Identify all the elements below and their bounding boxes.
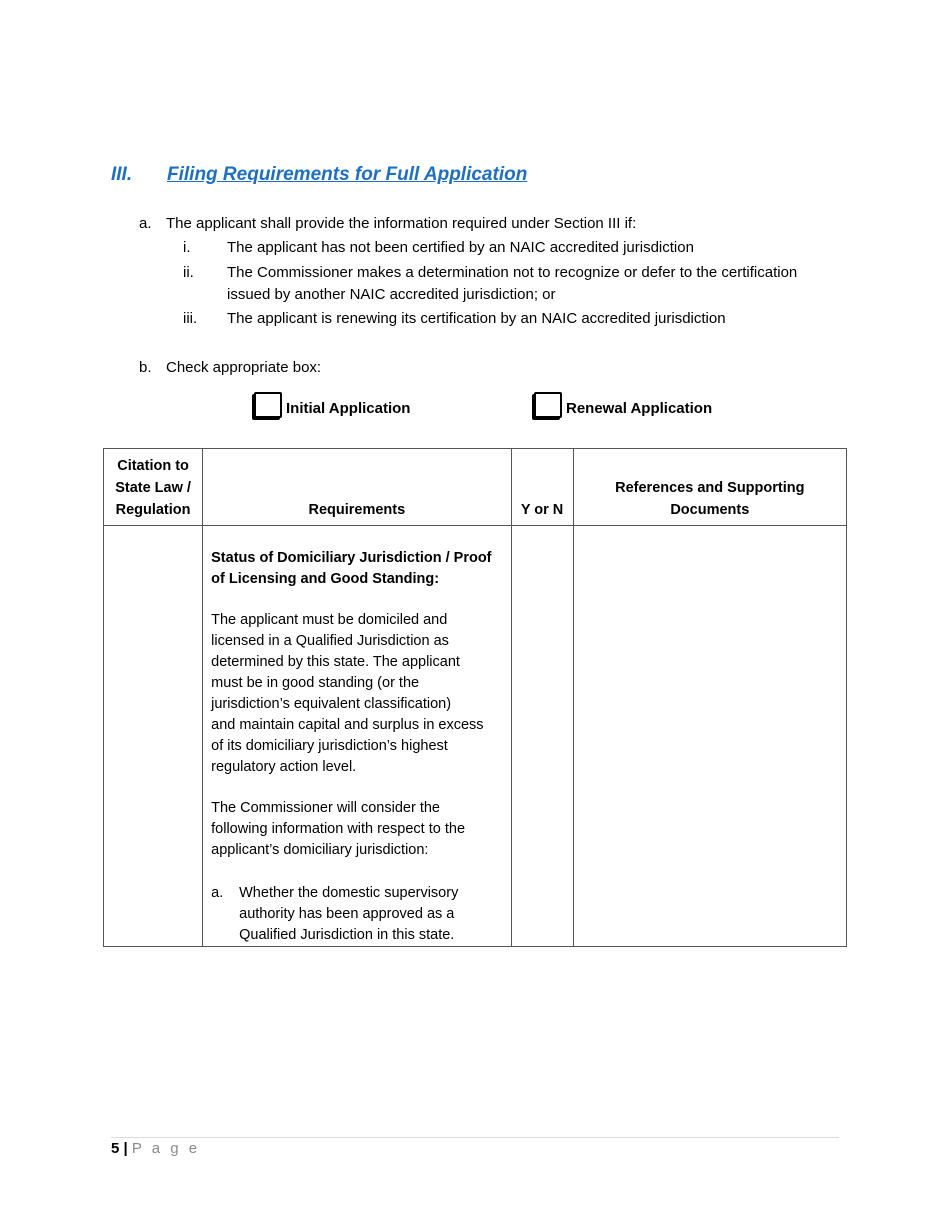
section-title: Filing Requirements for Full Application bbox=[167, 164, 528, 185]
requirement-heading-line1: Status of Domiciliary Jurisdiction / Proof bbox=[211, 550, 492, 566]
page-footer bbox=[111, 1140, 200, 1157]
para1-line6: and maintain capital and surplus in excess bbox=[211, 717, 484, 733]
header-requirements: Requirements bbox=[203, 449, 511, 526]
item-a-marker: a. bbox=[139, 215, 152, 232]
para1-line8: regulatory action level. bbox=[211, 759, 357, 775]
y-or-n-cell[interactable] bbox=[511, 526, 573, 947]
renewal-application-checkbox[interactable] bbox=[534, 392, 562, 418]
para1-line2: licensed in a Qualified Jurisdiction as bbox=[211, 633, 449, 649]
initial-application-option[interactable] bbox=[254, 392, 410, 418]
renewal-application-label: Renewal Application bbox=[566, 400, 713, 417]
para1-line3: determined by this state. The applicant bbox=[211, 654, 460, 670]
section-number: III. bbox=[111, 164, 133, 185]
list-a-line3: Qualified Jurisdiction in this state. bbox=[239, 927, 455, 943]
requirements-table bbox=[103, 448, 847, 947]
requirements-cell bbox=[203, 526, 511, 947]
subitem-i-text: The applicant has not been certified by an NAIC accredited jurisdiction bbox=[227, 239, 694, 256]
requirement-heading-line2: of Licensing and Good Standing: bbox=[211, 571, 440, 587]
list-a-line2: authority has been approved as a bbox=[239, 906, 455, 922]
para1-line7: of its domiciliary jurisdiction’s highest bbox=[211, 738, 448, 754]
footer-divider bbox=[111, 1137, 839, 1138]
references-cell[interactable] bbox=[573, 526, 846, 947]
subitem-iii-marker: iii. bbox=[183, 310, 198, 327]
header-citation-line2: State Law / bbox=[115, 480, 191, 496]
list-item bbox=[211, 883, 503, 946]
citation-cell[interactable] bbox=[104, 526, 203, 947]
para2-line2: following information with respect to the bbox=[211, 821, 466, 837]
para1-line1: The applicant must be domiciled and bbox=[211, 612, 448, 628]
table-row bbox=[104, 526, 847, 947]
item-b-marker: b. bbox=[139, 359, 152, 376]
subitem-ii-marker: ii. bbox=[183, 264, 194, 281]
para1-line5: jurisdiction’s equivalent classification) bbox=[211, 696, 452, 712]
item-b-text: Check appropriate box: bbox=[166, 359, 322, 376]
footer-separator: | bbox=[123, 1140, 128, 1157]
renewal-application-option[interactable] bbox=[534, 392, 712, 418]
subitem-i-marker: i. bbox=[183, 239, 191, 256]
initial-application-label: Initial Application bbox=[286, 400, 411, 417]
page-number: 5 bbox=[111, 1140, 120, 1157]
subitem-ii-text-line2: issued by another NAIC accredited jurisdiction; or bbox=[227, 286, 556, 303]
page-label: P a g e bbox=[131, 1140, 201, 1157]
para2-line1: The Commissioner will consider the bbox=[211, 800, 440, 816]
header-references-line2: Documents bbox=[670, 502, 750, 518]
para2-line3: applicant’s domiciliary jurisdiction: bbox=[211, 842, 429, 858]
para1-line4: must be in good standing (or the bbox=[211, 675, 420, 691]
header-y-or-n: Y or N bbox=[511, 449, 573, 526]
subitem-ii-text-line1: The Commissioner makes a determination not to recognize or defer to the certification bbox=[227, 264, 798, 281]
header-citation bbox=[104, 449, 203, 526]
header-citation-line1: Citation to bbox=[117, 458, 189, 474]
list-a-marker: a. bbox=[211, 885, 224, 901]
initial-application-checkbox[interactable] bbox=[254, 392, 282, 418]
header-citation-line3: Regulation bbox=[115, 502, 191, 518]
item-a-text: The applicant shall provide the information required under Section III if: bbox=[166, 215, 637, 232]
list-a-line1: Whether the domestic supervisory bbox=[239, 885, 459, 901]
header-references bbox=[573, 449, 846, 526]
table-header-row bbox=[104, 449, 847, 526]
subitem-iii-text: The applicant is renewing its certification by an NAIC accredited jurisdiction bbox=[227, 310, 726, 327]
header-references-line1: References and Supporting bbox=[615, 480, 805, 496]
